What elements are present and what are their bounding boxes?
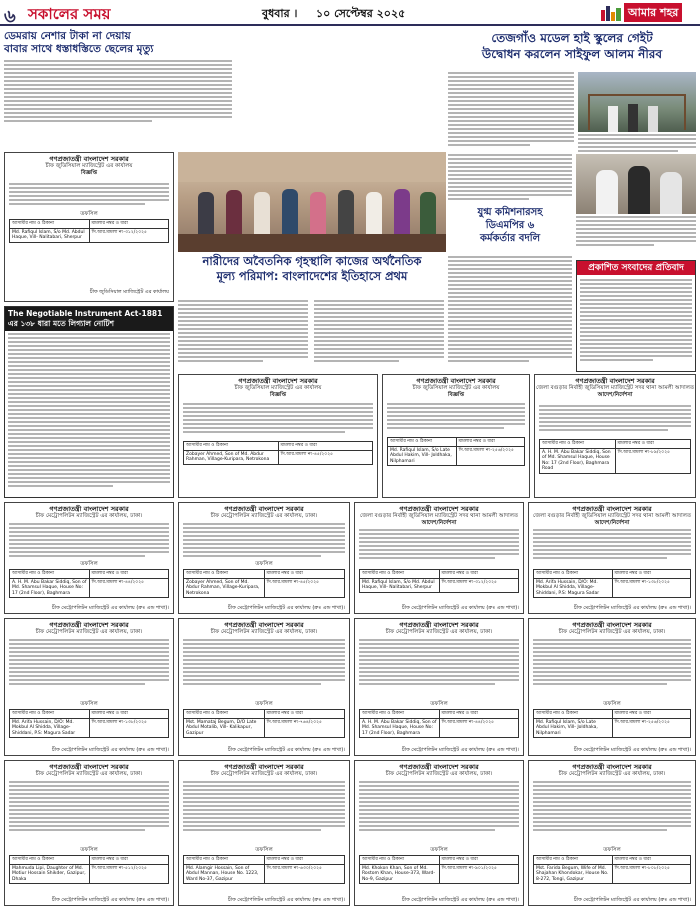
- issue-day: বুধবার ।: [262, 7, 298, 20]
- case-number: সি.আর.মামলা নং-২৫৬/২০২৫: [614, 719, 670, 725]
- notice-schedule: তফসিল: [80, 211, 98, 217]
- women-work-headline-1: নারীদের অবৈতনিক গৃহস্থালি কাজের অর্থনৈতিক: [202, 254, 422, 268]
- city-skyline-icon: [600, 4, 622, 21]
- notice-type: বিজ্ঞপ্তি: [81, 170, 97, 176]
- women-work-headline-2: মূল্য পরিমাপ: বাংলাদেশের ইতিহাসে প্রথম: [216, 269, 408, 283]
- notice-court: চীফ জুডিসিয়াল ম্যাজিস্ট্রেট এর কার্যালয়: [45, 163, 133, 169]
- official-photo: [576, 154, 696, 214]
- court-notice: [4, 152, 174, 302]
- accused-name: Md. Rafiqul Islam, S/o Md. Abdul Haque, Vill- Nalitabari, Sherpur: [360, 579, 440, 592]
- masthead: [0, 0, 700, 26]
- accused-name: A. H. M. Abu Bakar Siddiq, Son of Md. Shamsul Haque, House No: 17 (2nd Floor), Baghmara: [360, 719, 440, 738]
- case-number: সি.আর.মামলা নং-৮৯/২০২৫: [617, 449, 671, 455]
- issue-date: ১০ সেপ্টেম্বর ২০২৫: [316, 7, 406, 20]
- accused-name: Md. Rafiqul Islam, S/o Late Abdul Hakim, Vill- Joldhaka, Nilphamari: [388, 447, 457, 466]
- case-number: সি.আর.মামলা নং-৯০১/২০২৫: [441, 865, 497, 871]
- court-notice: গণপ্রজাতন্ত্রী বাংলাদেশ সরকার চীফ মেট্রোপলিটন ম্যাজিস্ট্রেট এর কার্যালয়, ঢাকা। তফসিল আসামীর নাম ও ঠিকানা মামলার নম্বর ও ধারা Md. Rafiqul Islam, S/o Late Abdul Hakim, Vill- Joldhaka, Nilphamari সি.আর.মামলা নং-২৫৬/২০২৫ চীফ মেট্রোপলিটন ম্যাজিস্ট্রেট এর কার্যালয় (ক্রঃ এন্ড শাখা)।: [528, 618, 696, 756]
- case-number: সি.আর.মামলা নং-৩১২/২০২৫: [441, 579, 497, 585]
- case-number: সি.আর.মামলা নং-২৫৬/২০২৫: [458, 447, 514, 453]
- case-number: সি.আর.মামলা নং-৪৫/২০২৫: [280, 451, 334, 457]
- event-photo: [178, 152, 446, 252]
- case-number: সি.আর.মামলা নং-৫১২/২০২৫: [91, 865, 147, 871]
- accused-name: Md. Rafiqul Islam, S/o Md. Abdul Haque, Vill- Nalitabari, Sherpur: [10, 229, 90, 242]
- accused-name: Md. Rafiqul Islam, S/o Late Abdul Hakim, Vill- Joldhaka, Nilphamari: [534, 719, 613, 738]
- col-accused: আসামীর নাম ও ঠিকানা: [10, 220, 90, 228]
- section-logo: [600, 2, 696, 23]
- section-logo-text: আমার শহর: [624, 3, 682, 22]
- case-number: সি.আর.মামলা নং-৩১২/২০২৫: [91, 229, 147, 235]
- accused-name: A. H. M. Abu Bakar Siddiq, Son of Md. Shamsul Haque, House No: 17 (2nd Floor), Baghmara Road: [540, 449, 616, 473]
- court-notice: গণপ্রজাতন্ত্রী বাংলাদেশ সরকার চীফ জুডিসিয়াল ম্যাজিস্ট্রেট এর কার্যালয় বিজ্ঞপ্তি আসামীর নাম ও ঠিকানা মামলার নম্বর ও ধারা Zobayer Ahmed, Son of Md. Abdur Rahman, Village-Kuripara, Netrokona সি.আর.মামলা নং-৪৫/২০২৫: [178, 374, 378, 498]
- court-notice: গণপ্রজাতন্ত্রী বাংলাদেশ সরকার জেলা বগুড়ার নির্বাহী জুডিসিয়াল ম্যাজিস্ট্রেট সদর থানা আমলী আদালত আদেশ/নির্দেশনা আসামীর নাম ও ঠিকানা মামলার নম্বর ও ধারা Md. Rafiqul Islam, S/o Md. Abdul Haque, Vill- Nalitabari, Sherpur সি.আর.মামলা নং-৩১২/২০২৫ চীফ মেট্রোপলিটন ম্যাজিস্ট্রেট এর কার্যালয় (ক্রঃ এন্ড শাখা)।: [354, 502, 524, 614]
- school-gate-body: [448, 72, 696, 152]
- accused-name: Zobayer Ahmed, Son of Md. Abdur Rahman, Village-Kuripara, Netrokona: [184, 451, 279, 464]
- denial-notice: [576, 260, 696, 372]
- accused-name: A. H. M. Abu Bakar Siddiq, Son of Md. Shamsul Haque, House No: 17 (2nd Floor), Baghmara: [10, 579, 90, 598]
- court-notice: গণপ্রজাতন্ত্রী বাংলাদেশ সরকার চীফ মেট্রোপলিটন ম্যাজিস্ট্রেট এর কার্যালয়, ঢাকা। তফসিল আসামীর নাম ও ঠিকানা মামলার নম্বর ও ধারা Mahmuda Lipi, Daughter of Md. Motiur Hossain Shikder, Gazipur, Dhaka সি.আর.মামলা নং-৫১২/২০২৫ চীফ মেট্রোপলিটন ম্যাজিস্ট্রেট এর কার্যালয় (ক্রঃ এন্ড শাখা)।: [4, 760, 174, 906]
- case-number: সি.আর.মামলা নং-১৩৮/২০২৫: [614, 579, 670, 585]
- accused-name: Mst. Farida Begum, Wife of Md. Shajahan Khondokar, House No. 8-272, Tongi, Gazipur: [534, 865, 613, 884]
- demra-story: [4, 30, 232, 150]
- court-notice: গণপ্রজাতন্ত্রী বাংলাদেশ সরকার চীফ মেট্রোপলিটন ম্যাজিস্ট্রেট এর কার্যালয়, ঢাকা। তফসিল আসামীর নাম ও ঠিকানা মামলার নম্বর ও ধারা Md. Arifa Hussain, D/O: Md. Mokbul Al Shidda, Village- Shiddani, P.S: Magura Sadar সি.আর.মামলা নং-১৩৮/২০২৫ চীফ মেট্রোপলিটন ম্যাজিস্ট্রেট এর কার্যালয় (ক্রঃ এন্ড শাখা)।: [4, 618, 174, 756]
- accused-name: Mst. Mamataj Begum, D/O Late Abdul Motalib, Vill- Kalikapur, Gazipur: [184, 719, 265, 738]
- school-gate-photo: [578, 72, 696, 132]
- case-number: সি.আর.মামলা নং-৪৫/২০২৫: [266, 579, 320, 585]
- case-number: সি.আর.মামলা নং-৭৬৪/২০২৫: [266, 719, 322, 725]
- school-gate-headline-2: উদ্বোধন করলেন সাইফুল আলম নীরব: [481, 47, 663, 61]
- transfer-body: [448, 256, 572, 372]
- school-gate-story: [448, 30, 696, 70]
- transfer-headline-1: যুগ্ম কমিশনারসহ: [477, 207, 543, 218]
- accused-name: Md. Arifa Hussain, D/O: Md. Mokbul Al Shidda, Village- Shiddani, P.S: Magura Sadar: [10, 719, 90, 738]
- court-notice: গণপ্রজাতন্ত্রী বাংলাদেশ সরকার জেলা বগুড়ার নির্বাহী জুডিসিয়াল ম্যাজিস্ট্রেট সদর থানা আমলী আদালত আদেশ/নির্দেশনা আসামীর নাম ও ঠিকানা মামলার নম্বর ও ধারা Md. Arifa Hussain, D/O: Md. Mokbul Al Shidda, Village- Shiddani, P.S: Magura Sadar সি.আর.মামলা নং-১৩৮/২০২৫ চীফ মেট্রোপলিটন ম্যাজিস্ট্রেট এর কার্যালয় (ক্রঃ এন্ড শাখা)।: [528, 502, 696, 614]
- court-notice: গণপ্রজাতন্ত্রী বাংলাদেশ সরকার চীফ মেট্রোপলিটন ম্যাজিস্ট্রেট এর কার্যালয়, ঢাকা। তফসিল আসামীর নাম ও ঠিকানা মামলার নম্বর ও ধারা Md. Khokon Khan, Son of Md. Rostom Khan, House-373, Ward-No-9, Gazipur সি.আর.মামলা নং-৯০১/২০২৫ চীফ মেট্রোপলিটন ম্যাজিস্ট্রেট এর কার্যালয় (ক্রঃ এন্ড শাখা)।: [354, 760, 524, 906]
- case-number: সি.আর.মামলা নং-৬৩০/২০২৫: [266, 865, 322, 871]
- court-notice: গণপ্রজাতন্ত্রী বাংলাদেশ সরকার চীফ জুডিসিয়াল ম্যাজিস্ট্রেট এর কার্যালয় বিজ্ঞপ্তি আসামীর নাম ও ঠিকানা মামলার নম্বর ও ধারা Md. Rafiqul Islam, S/o Late Abdul Hakim, Vill- Joldhaka, Nilphamari সি.আর.মামলা নং-২৫৬/২০২৫: [382, 374, 530, 498]
- court-notice: গণপ্রজাতন্ত্রী বাংলাদেশ সরকার জেলা বগুড়ার নির্বাহী জুডিসিয়াল ম্যাজিস্ট্রেট সদর থানা আমলী আদালত আদেশ/নির্দেশনা আসামীর নাম ও ঠিকানা মামলার নম্বর ও ধারা A. H. M. Abu Bakar Siddiq, Son of Md. Shamsul Haque, House No: 17 (2nd Floor), Baghmara Road সি.আর.মামলা নং-৮৯/২০২৫: [534, 374, 696, 498]
- ni-act-headline: The Negotiable Instrument Act-1881 এর ১৩৮ ধারা মতে লিগ্যাল নোটিশ: [5, 307, 173, 331]
- official-photo-body: [576, 216, 696, 256]
- demra-headline-1: ডেমরায় নেশার টাকা না দেয়ায়: [4, 30, 131, 42]
- denial-headline: প্রকাশিত সংবাদের প্রতিবাদ: [577, 261, 695, 275]
- col-case: মামলার নম্বর ও ধারা: [91, 221, 128, 226]
- women-work-body: [178, 300, 446, 372]
- court-notice: গণপ্রজাতন্ত্রী বাংলাদেশ সরকার চীফ মেট্রোপলিটন ম্যাজিস্ট্রেট এর কার্যালয়, ঢাকা। তফসিল আসামীর নাম ও ঠিকানা মামলার নম্বর ও ধারা A. H. M. Abu Bakar Siddiq, Son of Md. Shamsul Haque, House No: 17 (2nd Floor), Baghmara সি.আর.মামলা নং-৪৪/২০২৫ চীফ মেট্রোপলিটন ম্যাজিস্ট্রেট এর কার্যালয় (ক্রঃ এন্ড শাখা)।: [4, 502, 174, 614]
- accused-name: Md. Arifa Hussain, D/O: Md. Mokbul Al Shidda, Village- Shiddani, P.S: Magura Sadar: [534, 579, 613, 598]
- case-number: সি.আর.মামলা নং-৪৪/২০২৫: [441, 719, 495, 725]
- ni-act-notice: [4, 306, 174, 498]
- accused-name: Mahmuda Lipi, Daughter of Md. Motiur Hossain Shikder, Gazipur, Dhaka: [10, 865, 90, 884]
- case-number: সি.আর.মামলা নং-১৩৮/২০২৫: [91, 719, 147, 725]
- notice-govt: গণপ্রজাতন্ত্রী বাংলাদেশ সরকার: [49, 155, 129, 163]
- transfer-headline-box: [448, 206, 572, 254]
- accused-name: Md. Khokon Khan, Son of Md. Rostom Khan, House-373, Ward-No-9, Gazipur: [360, 865, 440, 884]
- accused-name: Md. Alamgir Hossain, Son of Abdul Mannan, House No. 1223, Ward No-37, Gazipur: [184, 865, 265, 884]
- paper-name: সকালের সময়: [28, 5, 111, 23]
- school-gate-headline-1: তেজগাঁও মডেল হাই স্কুলের গেইট: [491, 31, 653, 45]
- transfer-headline-3: কর্মকর্তার বদলি: [479, 233, 541, 244]
- case-number: সি.আর.মামলা নং-৪৪/২০২৫: [91, 579, 145, 585]
- notice-signature: চীফ জুডিসিয়াল ম্যাজিস্ট্রেট এর কার্যালয়: [89, 289, 169, 295]
- demra-headline-2: বাবার সাথে ধস্তাধস্তিতে ছেলের মৃত্যু: [4, 43, 154, 55]
- page-number: ৬: [4, 6, 16, 27]
- transfer-headline-2: ডিএমপির ৬: [485, 220, 535, 231]
- accused-name: Zobayer Ahmed, Son of Md. Abdur Rahman, Village-Kuripara, Netrokona: [184, 579, 265, 598]
- women-work-story: [178, 254, 446, 300]
- court-notice: গণপ্রজাতন্ত্রী বাংলাদেশ সরকার চীফ মেট্রোপলিটন ম্যাজিস্ট্রেট এর কার্যালয়, ঢাকা। তফসিল আসামীর নাম ও ঠিকানা মামলার নম্বর ও ধারা Mst. Mamataj Begum, D/O Late Abdul Motalib, Vill- Kalikapur, Gazipur সি.আর.মামলা নং-৭৬৪/২০২৫ চীফ মেট্রোপলিটন ম্যাজিস্ট্রেট এর কার্যালয় (ক্রঃ এন্ড শাখা)।: [178, 618, 350, 756]
- case-number: সি.আর.মামলা নং-৮০৮/২০২৫: [614, 865, 670, 871]
- court-notice: গণপ্রজাতন্ত্রী বাংলাদেশ সরকার চীফ মেট্রোপলিটন ম্যাজিস্ট্রেট এর কার্যালয়, ঢাকা। তফসিল আসামীর নাম ও ঠিকানা মামলার নম্বর ও ধারা Md. Alamgir Hossain, Son of Abdul Mannan, House No. 1223, Ward No-37, Gazipur সি.আর.মামলা নং-৬৩০/২০২৫ চীফ মেট্রোপলিটন ম্যাজিস্ট্রেট এর কার্যালয় (ক্রঃ এন্ড শাখা)।: [178, 760, 350, 906]
- court-notice: গণপ্রজাতন্ত্রী বাংলাদেশ সরকার চীফ মেট্রোপলিটন ম্যাজিস্ট্রেট এর কার্যালয়, ঢাকা। তফসিল আসামীর নাম ও ঠিকানা মামলার নম্বর ও ধারা Zobayer Ahmed, Son of Md. Abdur Rahman, Village-Kuripara, Netrokona সি.আর.মামলা নং-৪৫/২০২৫ চীফ মেট্রোপলিটন ম্যাজিস্ট্রেট এর কার্যালয় (ক্রঃ এন্ড শাখা)।: [178, 502, 350, 614]
- court-notice: গণপ্রজাতন্ত্রী বাংলাদেশ সরকার চীফ মেট্রোপলিটন ম্যাজিস্ট্রেট এর কার্যালয়, ঢাকা। তফসিল আসামীর নাম ও ঠিকানা মামলার নম্বর ও ধারা A. H. M. Abu Bakar Siddiq, Son of Md. Shamsul Haque, House No: 17 (2nd Floor), Baghmara সি.আর.মামলা নং-৪৪/২০২৫ চীফ মেট্রোপলিটন ম্যাজিস্ট্রেট এর কার্যালয় (ক্রঃ এন্ড শাখা)।: [354, 618, 524, 756]
- court-notice: গণপ্রজাতন্ত্রী বাংলাদেশ সরকার চীফ মেট্রোপলিটন ম্যাজিস্ট্রেট এর কার্যালয়, ঢাকা। তফসিল আসামীর নাম ও ঠিকানা মামলার নম্বর ও ধারা Mst. Farida Begum, Wife of Md. Shajahan Khondokar, House No. 8-272, Tongi, Gazipur সি.আর.মামলা নং-৮০৮/২০২৫ চীফ মেট্রোপলিটন ম্যাজিস্ট্রেট এর কার্যালয় (ক্রঃ এন্ড শাখা)।: [528, 760, 696, 906]
